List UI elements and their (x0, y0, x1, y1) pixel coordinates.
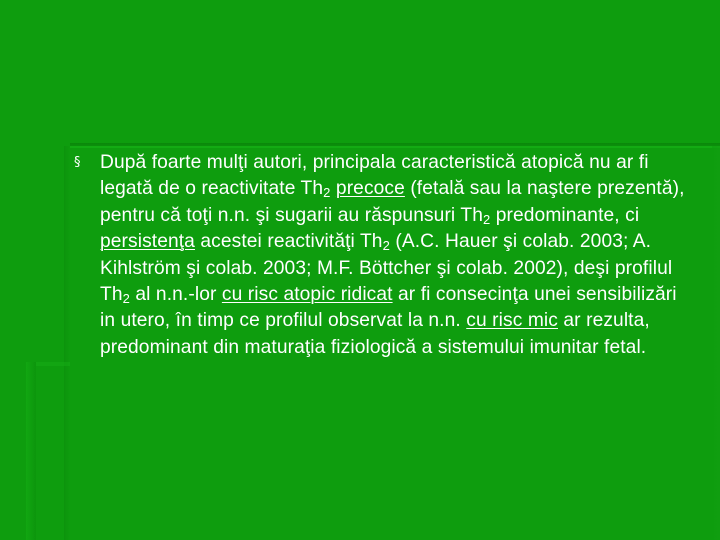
subscript-2: 2 (482, 211, 491, 227)
subscript-2: 2 (382, 238, 390, 254)
subscript-2: 2 (323, 185, 331, 201)
text-run: (fetală sau la naştere prezentă), pentru că toţi n.n. şi sugarii au răspunsuri Th (100, 178, 685, 226)
decorative-right-band (712, 146, 720, 540)
text-run: acestei reactivităţi Th (194, 231, 383, 253)
underlined-term-risc-mic: cu risc mic (466, 310, 558, 332)
text-run: predominante, ci (490, 204, 640, 226)
text-run: ar fi consecinţa unei sensibilizări in utero, în timp ce profilul observat la n.n. (100, 284, 677, 332)
underlined-term-persistenta: persistenţa (100, 231, 195, 253)
underlined-term-risc-atopic-ridicat: cu risc atopic ridicat (221, 284, 393, 306)
subscript-2: 2 (122, 291, 130, 307)
decorative-lower-left-band (26, 362, 36, 540)
text-run: al n.n.-lor (129, 284, 222, 306)
decorative-left-band (64, 146, 70, 540)
text-run: După foarte mulţi autori, principala caracteristică atopică nu ar fi legată de o reactivitate Th (100, 152, 649, 200)
underlined-term-precoce: precoce (335, 178, 405, 200)
decorative-top-rule-highlight (70, 146, 720, 148)
bullet-item (74, 150, 690, 361)
bullet-paragraph (100, 150, 690, 361)
text-run: ar rezulta, predominant din maturaţia fiziologică a sistemului imunitar fetal. (100, 310, 650, 358)
square-bullet-icon: § (74, 155, 81, 170)
decorative-lower-left-rule (36, 362, 70, 366)
text-run: (A.C. Hauer şi colab. 2003; A. Kihlström şi colab. 2003; M.F. Böttcher şi colab. 2002), deşi profilul Th (100, 231, 673, 306)
slide-body (74, 150, 690, 361)
